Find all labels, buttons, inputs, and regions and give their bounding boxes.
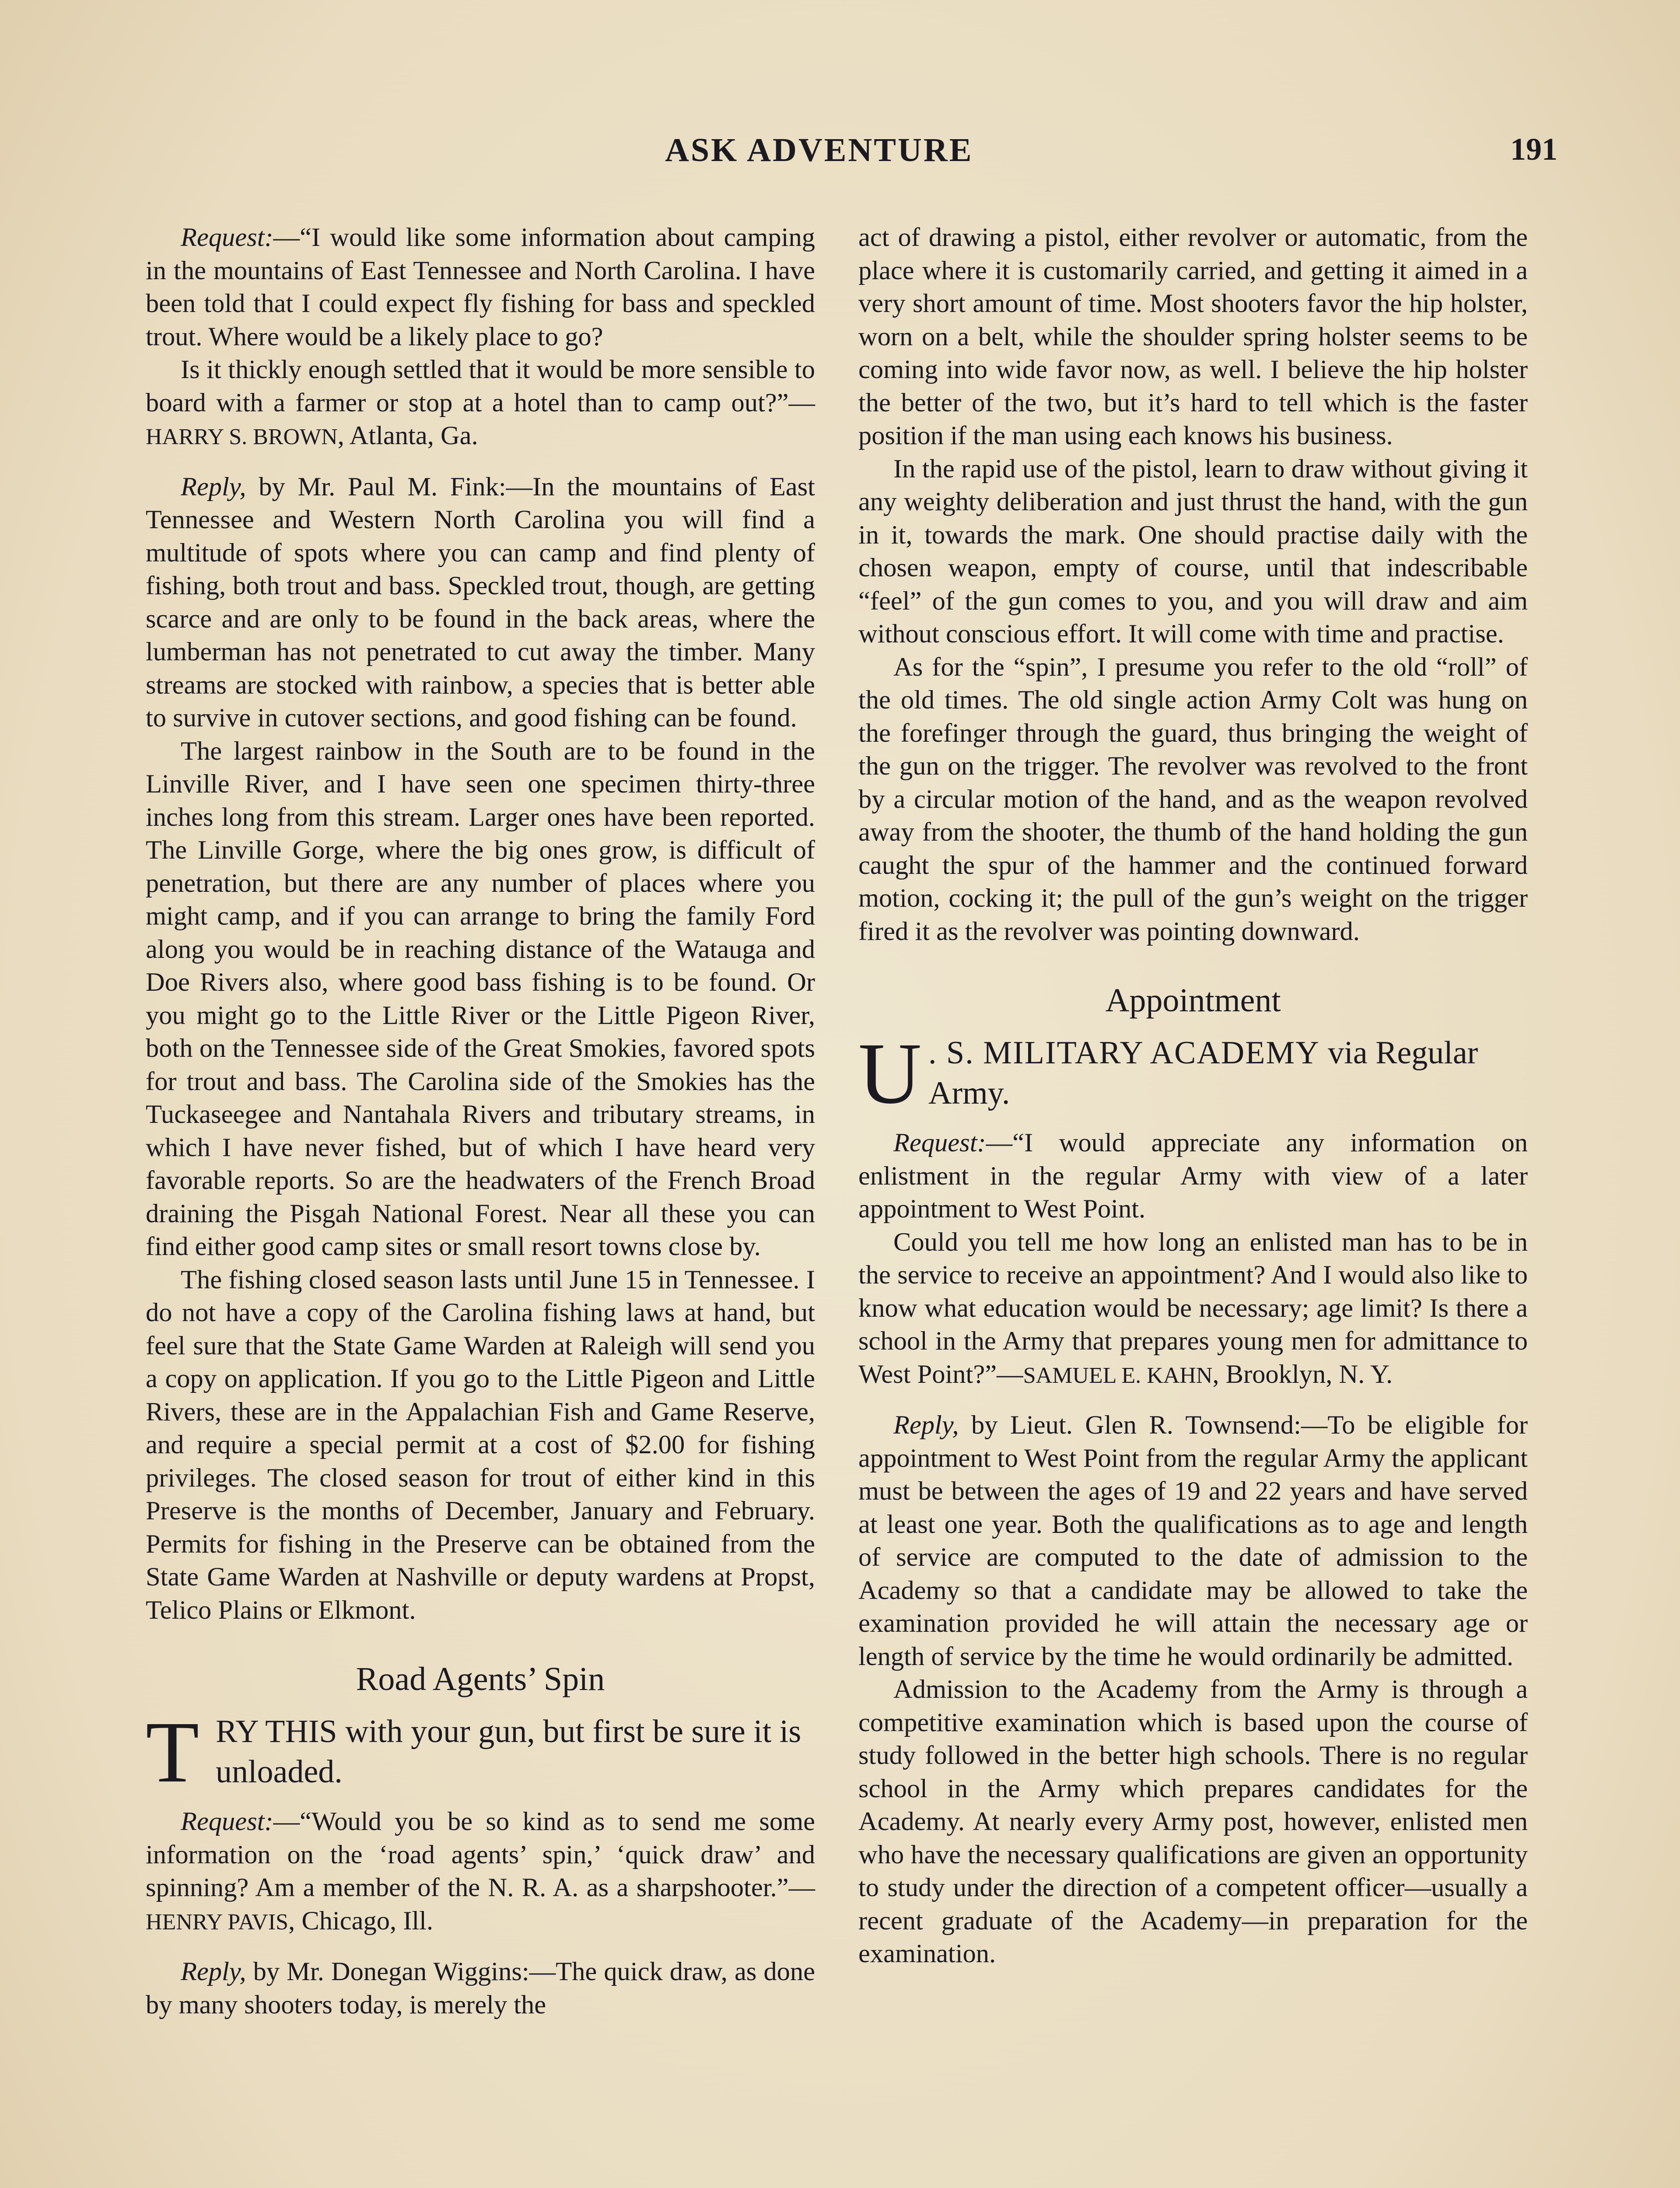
request-label: Request: [181, 223, 273, 252]
section-heading: Road Agents’ Spin [356, 1661, 605, 1697]
reply-label: Reply, [181, 1957, 246, 1986]
signature-place: , Chicago, Ill. [288, 1906, 434, 1936]
request-paragraph [146, 353, 815, 454]
reply-paragraph: Admission to the Academy from the Army is through a competitive examination which is based upon the course of study followed in the better high schools. There is no regular school in the Army which prepares candidates for the Academy. At nearly every Army post, however, enlisted men who have the necessary qualifications are given an opportunity to study under the direction of a competent officer—usually a recent graduate of the Academy—in preparation for the examination. [858, 1675, 1528, 1968]
reply-paragraph: act of drawing a pistol, either revolver or automatic, from the place where it is customarily carried, and getting it aimed in a very short amount of time. Most shooters favor the hip holster, worn on a belt, while the shoulder spring holster seems to be coming into wide favor now, as well. I believe the hip holster the better of the two, but it’s hard to tell which is the faster position if the man using each knows his business. [858, 223, 1528, 450]
right-column [858, 221, 1528, 1971]
request-text: —“I would like some information about camping in the mountains of East Tennessee and North Carolina. I have been told that I could expect fly fishing for bass and speckled trout. Where would be a likely place to go? [146, 223, 815, 351]
reply-paragraph: In the rapid use of the pistol, learn to draw without giving it any weighty deliberation and just thrust the hand, with the gun in it, towards the mark. One should practise daily with the chosen weapon, empty of course, until that indescribable “feel” of the gun comes to you, and you will draw and aim without conscious effort. It will come with time and practise. [858, 454, 1528, 649]
reply-paragraph: As for the “spin”, I presume you refer to the old “roll” of the old times. The old single action Army Colt was hung on the forefinger through the guard, thus bringing the weight of the gun on the trigger. The revolver was revolved to the front by a circular motion of the hand, and as the weapon revolved away from the shooter, the thumb of the hand holding the gun caught the spur of the hammer and the continued forward motion, cocking it; the pull of the gun’s weight on the trigger fired it as the revolver was pointing downward. [858, 652, 1528, 946]
request-text: —“Would you be so kind as to send me some information on the ‘road agents’ spin,’ ‘quick draw’ and spinning? Am a member of the N. R. A. as a sharpshooter.”— [146, 1807, 815, 1902]
request-label: Request: [181, 1807, 273, 1836]
section-heading: Appointment [1105, 982, 1281, 1019]
reply-label: Reply, [181, 472, 246, 501]
request-paragraph [146, 1805, 815, 1939]
section-lead-text: RY THIS with your gun, but first be sure it is unloaded. [216, 1714, 802, 1790]
section-lead [146, 1704, 815, 1801]
reply-paragraph [146, 470, 815, 735]
running-title: ASK ADVENTURE [665, 132, 973, 168]
reply-paragraph: The largest rainbow in the South are to be found in the Linville River, and I have seen one specimen thirty-three inches long from this stream. Larger ones have been reported. The Linville Gorge, where the big ones grow, is difficult of penetration, but there are any number of places where you might camp, and if you can arrange to bring the family Ford along you would be in reaching distance of the Watauga and Doe Rivers also, where good bass fishing is to be found. Or you might go to the Little River or the Little Pigeon River, both on the Tennessee side of the Great Smokies, favored spots for trout and bass. The Carolina side of the Smokies has the Tuckaseegee and Nantahala Rivers and tributary streams, in which I have never fished, but of which I have heard very favorable reports. So are the headwaters of the French Broad draining the Pisgah National Forest. Near all these you can find either good camp sites or small resort towns close by. [146, 736, 815, 1261]
page-number: 191 [1510, 132, 1558, 167]
signature-place: , Brooklyn, N. Y. [1212, 1359, 1393, 1389]
signature: SAMUEL E. KAHN [1023, 1363, 1213, 1388]
reply-text: by Lieut. Glen R. Townsend:—To be eligible for appointment to West Point from the regular Army the applicant must be between the ages of 19 and 22 years and have served at least one year. Both the qualifications as to age and length of service are computed to the date of admission to the Academy so that a candidate may be allowed to take the examination provided he will attain the necessary age or length of service by the time he would ordinarily be admitted. [858, 1410, 1528, 1671]
reply-text: by Mr. Donegan Wiggins:—The quick draw, as done by many shooters today, is merely the [146, 1957, 815, 2020]
signature: HENRY PAVIS [146, 1909, 289, 1935]
section-lead-text: via Regular Army. [928, 1035, 1478, 1111]
reply-paragraph: The fishing closed season lasts until June 15 in Tennessee. I do not have a copy of the Carolina fishing laws at hand, but feel sure that the State Game Warden at Raleigh will send you a copy on application. If you go to the Little Pigeon and Little Rivers, these are in the Appalachian Fish and Game Reserve, and require a special permit at a cost of $2.00 for fishing privileges. The closed season for trout of either kind in this Preserve is the months of December, January and February. Permits for fishing in the Preserve can be obtained from the State Game Warden at Nashville or deputy wardens at Propst, Telico Plains or Elkmont. [146, 1265, 815, 1625]
request-paragraph [858, 1226, 1528, 1392]
section-lead-caps: . S. MILITARY ACADEMY [928, 1035, 1320, 1071]
reply-paragraph [858, 1409, 1528, 1673]
left-column [146, 221, 815, 2021]
reply-paragraph [146, 1955, 815, 2021]
request-paragraph [858, 1126, 1528, 1226]
signature: HARRY S. BROWN [146, 424, 338, 449]
request-text: Could you tell me how long an enlisted man has to be in the service to receive an appointment? And I would also like to know what education would be necessary; age limit? Is there a school in the Army that prepares young men for admittance to West Point?”— [858, 1227, 1528, 1389]
request-text: —“I would appreciate any information on enlistment in the regular Army with view of a later appointment to West Point. [858, 1128, 1528, 1224]
reply-label: Reply, [893, 1410, 959, 1440]
request-paragraph [146, 221, 815, 353]
running-head [131, 131, 1558, 175]
drop-cap: U [858, 1025, 922, 1122]
request-text: Is it thickly enough settled that it would be more sensible to board with a farmer or stop at a hotel than to camp out?”— [146, 355, 815, 417]
section-lead [858, 1025, 1528, 1122]
reply-text: by Mr. Paul M. Fink:—In the mountains of East Tennessee and Western North Carolina you will find a multitude of spots where you can camp and find plenty of fishing, both trout and bass. Speckled trout, though, are getting scarce and are only to be found in the back areas, where the lumberman has not penetrated to cut away the timber. Many streams are stocked with rainbow, a species that is better able to survive in cutover sections, and good fishing can be found. [146, 472, 815, 733]
request-label: Request: [893, 1128, 986, 1157]
drop-cap: T [146, 1704, 200, 1801]
signature-place: , Atlanta, Ga. [337, 421, 478, 450]
